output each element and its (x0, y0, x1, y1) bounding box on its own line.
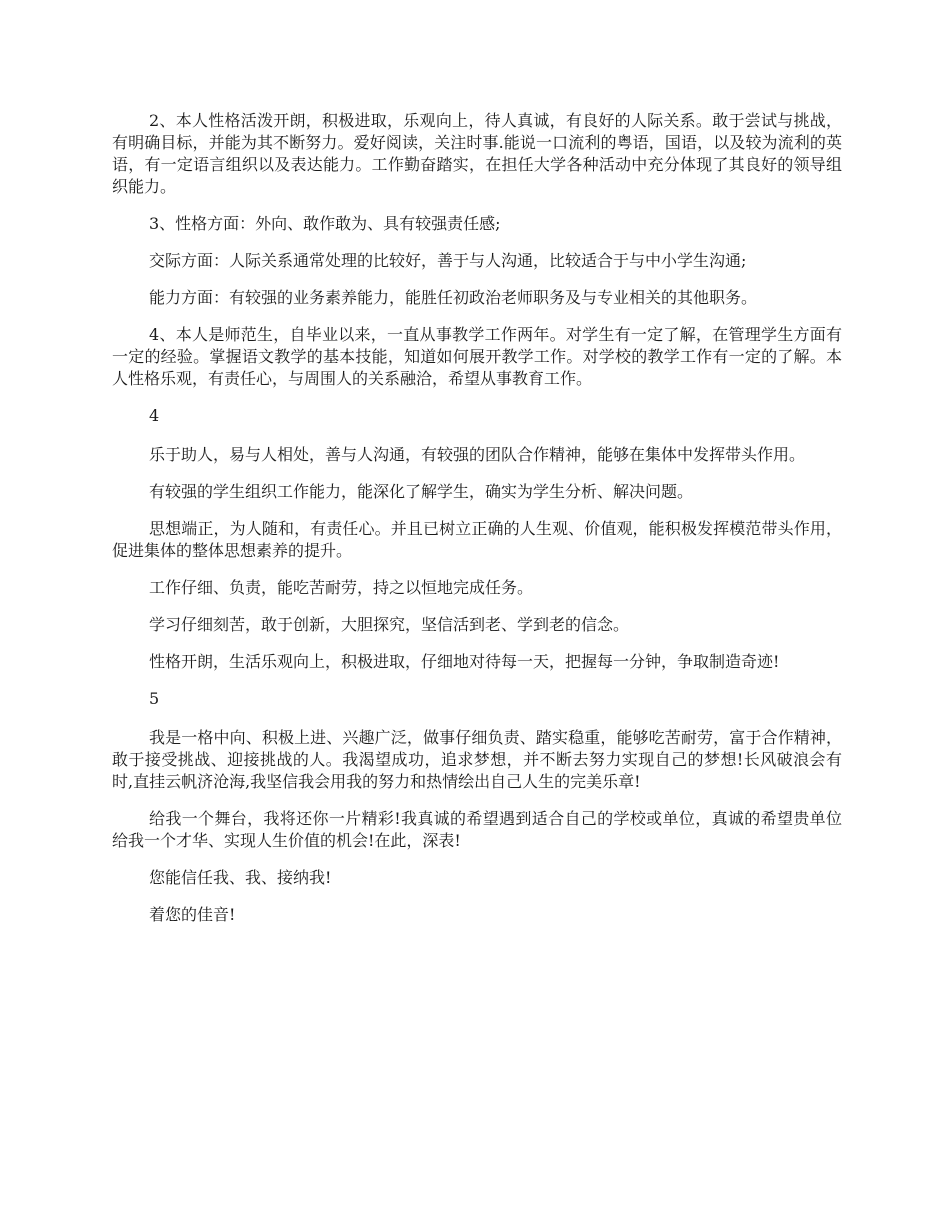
paragraph-2-personality: 2、本人性格活泼开朗，积极进取，乐观向上，待人真诚，有良好的人际关系。敢于尝试与挑战，有明确目标，并能为其不断努力。爱好阅读，关注时事.能说一口流利的粤语，国语，以及较为流利的英语，有一定语言组织以及表达能力。工作勤奋踏实，在担任大学各种活动中充分体现了其良好的领导组织能力。 (112, 111, 842, 196)
paragraph-4-teacher: 4、本人是师范生，自毕业以来，一直从事教学工作两年。对学生有一定了解，在管理学生方面有一定的经验。掌握语文教学的基本技能，知道如何展开教学工作。对学校的教学工作有一定的了解。本人性格乐观，有责任心，与周围人的关系融洽，希望从事教育工作。 (112, 325, 842, 388)
paragraph-self-intro: 我是一格中向、积极上进、兴趣广泛，做事仔细负责、踏实稳重，能够吃苦耐劳，富于合作精神，敢于接受挑战、迎接挑战的人。我渴望成功，追求梦想，并不断去努力实现自己的梦想!长风破浪会有时,直挂云帆济沧海,我坚信我会用我的努力和热情绘出自己人生的完美乐章! (112, 728, 842, 791)
paragraph-trust: 您能信任我、我、接纳我! (149, 868, 332, 887)
paragraph-ability: 能力方面：有较强的业务素养能力，能胜任初政治老师职务及与专业相关的其他职务。 (149, 288, 758, 307)
paragraph-work: 工作仔细、负责，能吃苦耐劳，持之以恒地完成任务。 (149, 578, 534, 597)
paragraph-thought: 思想端正，为人随和，有责任心。并且已树立正确的人生观、价值观，能积极发挥模范带头作用，促进集体的整体思想素养的提升。 (112, 519, 842, 560)
paragraph-organization: 有较强的学生组织工作能力，能深化了解学生，确实为学生分析、解决问题。 (149, 482, 694, 501)
paragraph-closing: 着您的佳音! (149, 905, 236, 924)
paragraph-optimism: 性格开朗，生活乐观向上，积极进取，仔细地对待每一天，把握每一分钟，争取制造奇迹! (149, 652, 780, 671)
document-body (112, 110, 842, 941)
section-number-4: 4 (149, 406, 160, 425)
paragraph-helpful: 乐于助人，易与人相处，善与人沟通，有较强的团队合作精神，能够在集体中发挥带头作用。 (149, 445, 806, 464)
paragraph-stage: 给我一个舞台，我将还你一片精彩!我真诚的希望遇到适合自己的学校或单位，真诚的希望贵单位给我一个才华、实现人生价值的机会!在此，深表! (112, 809, 842, 850)
section-number-5: 5 (149, 689, 160, 708)
paragraph-study: 学习仔细刻苦，敢于创新，大胆探究，坚信活到老、学到老的信念。 (149, 615, 630, 634)
paragraph-3-character: 3、性格方面：外向、敢作敢为、具有较强责任感; (149, 214, 501, 233)
paragraph-social: 交际方面：人际关系通常处理的比较好，善于与人沟通，比较适合于与中小学生沟通; (149, 251, 747, 270)
